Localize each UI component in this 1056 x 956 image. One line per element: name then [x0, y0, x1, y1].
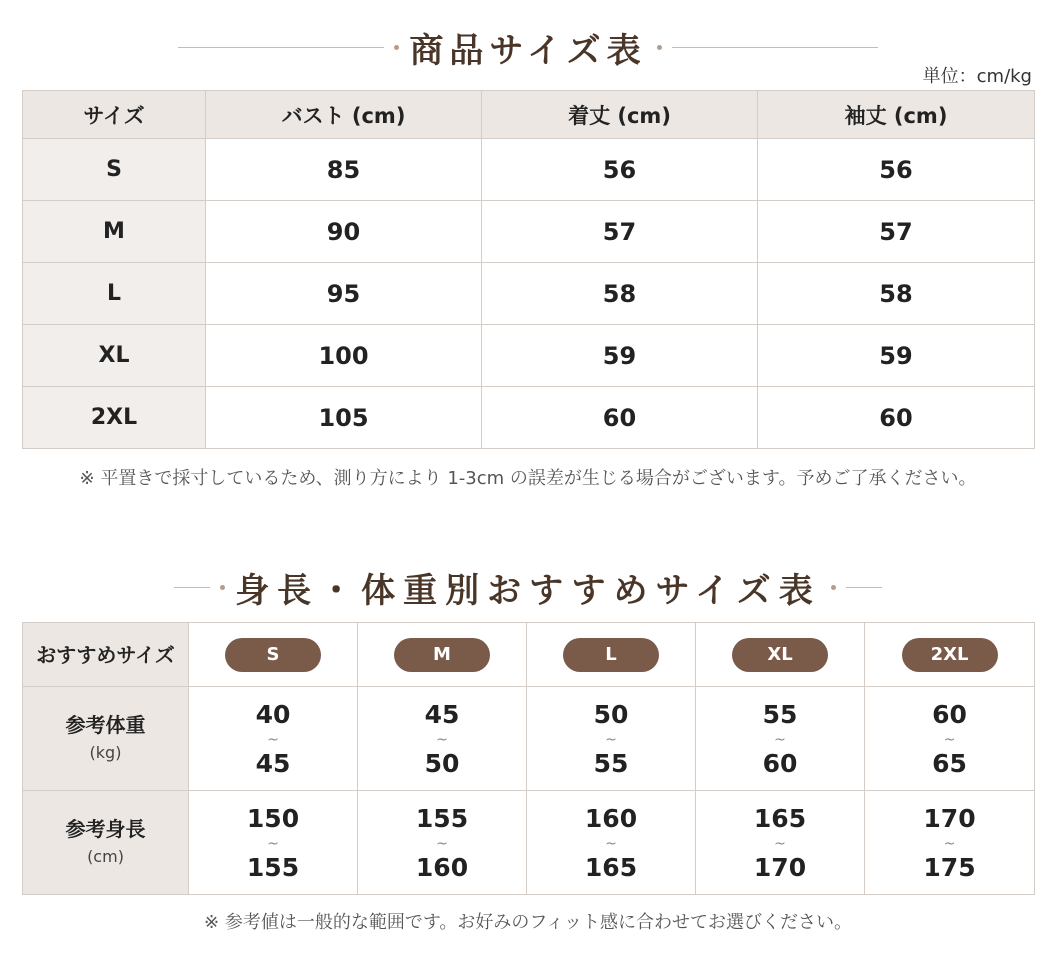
- title-dot-right: [831, 585, 836, 590]
- weight-to: 45: [255, 748, 291, 778]
- sleeve-cell: 59: [758, 325, 1035, 387]
- weight-range-cell: [358, 687, 527, 791]
- size-table-header-row: [23, 91, 1035, 139]
- sleeve-cell: 57: [758, 201, 1035, 263]
- title-line-right: [846, 587, 882, 588]
- height-label: 参考身長: [65, 816, 146, 841]
- height-range-cell: [358, 791, 527, 895]
- table-row: [23, 139, 1035, 201]
- height-from: 150: [246, 803, 300, 833]
- size-cell: M: [23, 201, 206, 263]
- height-from: 160: [584, 803, 638, 833]
- table-row: [23, 263, 1035, 325]
- bust-cell: 85: [206, 139, 482, 201]
- size-chart-title: 商品サイズ表: [409, 30, 647, 71]
- table-row: [23, 201, 1035, 263]
- weight-from: 40: [255, 699, 291, 729]
- height-to: 170: [753, 852, 807, 882]
- title-dot-right: [657, 45, 662, 50]
- bust-cell: 90: [206, 201, 482, 263]
- size-pill-cell: [189, 623, 358, 687]
- recommend-size-row: [23, 623, 1035, 687]
- recommend-title-row: [0, 564, 1056, 610]
- weight-range-cell: [865, 687, 1035, 791]
- length-cell: 59: [482, 325, 758, 387]
- weight-to: 65: [932, 748, 967, 778]
- weight-from: 60: [932, 699, 967, 729]
- height-range-cell: [696, 791, 865, 895]
- tilde: ~: [774, 731, 786, 748]
- size-cell: L: [23, 263, 206, 325]
- height-range-cell: [189, 791, 358, 895]
- length-cell: 58: [482, 263, 758, 325]
- size-cell: S: [23, 139, 206, 201]
- height-row: [23, 791, 1035, 895]
- recommend-size-label: おすすめサイズ: [23, 623, 189, 687]
- header-size: サイズ: [23, 91, 206, 139]
- height-unit: (cm): [87, 846, 124, 866]
- sleeve-cell: 60: [758, 387, 1035, 449]
- header-sleeve: 袖丈 (cm): [758, 91, 1035, 139]
- size-pill-cell: [696, 623, 865, 687]
- tilde: ~: [605, 835, 617, 852]
- height-label-cell: [23, 791, 189, 895]
- weight-label-cell: [23, 687, 189, 791]
- weight-from: 45: [424, 699, 460, 729]
- recommend-title: 身長・体重別おすすめサイズ表: [235, 570, 821, 611]
- size-pill: S: [225, 638, 321, 672]
- size-pill: 2XL: [902, 638, 998, 672]
- size-pill: L: [563, 638, 659, 672]
- weight-range-cell: [189, 687, 358, 791]
- height-from: 170: [923, 803, 976, 833]
- weight-label: 参考体重: [65, 712, 146, 737]
- weight-range-cell: [527, 687, 696, 791]
- bust-cell: 105: [206, 387, 482, 449]
- tilde: ~: [943, 731, 956, 748]
- tilde: ~: [267, 835, 279, 852]
- size-chart-title-row: [0, 24, 1056, 70]
- height-to: 175: [923, 852, 976, 882]
- title-line-right: [672, 47, 878, 48]
- title-line-left: [174, 587, 210, 588]
- height-from: 155: [415, 803, 469, 833]
- tilde: ~: [436, 835, 448, 852]
- unit-label: 単位：cm/kg: [922, 66, 1032, 87]
- weight-from: 50: [593, 699, 629, 729]
- tilde: ~: [267, 731, 279, 748]
- weight-to: 55: [593, 748, 629, 778]
- height-from: 165: [753, 803, 807, 833]
- sleeve-cell: 58: [758, 263, 1035, 325]
- height-to: 165: [584, 852, 638, 882]
- recommend-table: [22, 622, 1035, 895]
- title-dot-left: [220, 585, 225, 590]
- length-cell: 57: [482, 201, 758, 263]
- title-line-left: [178, 47, 384, 48]
- table-row: [23, 325, 1035, 387]
- size-pill-cell: [358, 623, 527, 687]
- size-pill-cell: [527, 623, 696, 687]
- size-table: [22, 90, 1035, 449]
- title-dot-left: [394, 45, 399, 50]
- table-row: [23, 387, 1035, 449]
- reference-note: ※ 参考値は一般的な範囲です。お好みのフィット感に合わせてお選びください。: [204, 912, 852, 933]
- weight-unit: (kg): [89, 742, 122, 762]
- sleeve-cell: 56: [758, 139, 1035, 201]
- weight-to: 50: [424, 748, 460, 778]
- height-to: 155: [246, 852, 300, 882]
- size-cell: 2XL: [23, 387, 206, 449]
- tilde: ~: [436, 731, 448, 748]
- tilde: ~: [605, 731, 617, 748]
- measurement-note: ※ 平置きで採寸しているため、測り方により 1-3cm の誤差が生じる場合がございます。予めご了承ください。: [79, 468, 977, 489]
- height-to: 160: [415, 852, 469, 882]
- weight-row: [23, 687, 1035, 791]
- length-cell: 56: [482, 139, 758, 201]
- tilde: ~: [943, 835, 956, 852]
- height-range-cell: [527, 791, 696, 895]
- weight-to: 60: [762, 748, 798, 778]
- weight-range-cell: [696, 687, 865, 791]
- weight-from: 55: [762, 699, 798, 729]
- bust-cell: 95: [206, 263, 482, 325]
- header-length: 着丈 (cm): [482, 91, 758, 139]
- size-pill: XL: [732, 638, 828, 672]
- height-range-cell: [865, 791, 1035, 895]
- bust-cell: 100: [206, 325, 482, 387]
- tilde: ~: [774, 835, 786, 852]
- size-pill: M: [394, 638, 490, 672]
- size-pill-cell: [865, 623, 1035, 687]
- length-cell: 60: [482, 387, 758, 449]
- header-bust: バスト (cm): [206, 91, 482, 139]
- size-cell: XL: [23, 325, 206, 387]
